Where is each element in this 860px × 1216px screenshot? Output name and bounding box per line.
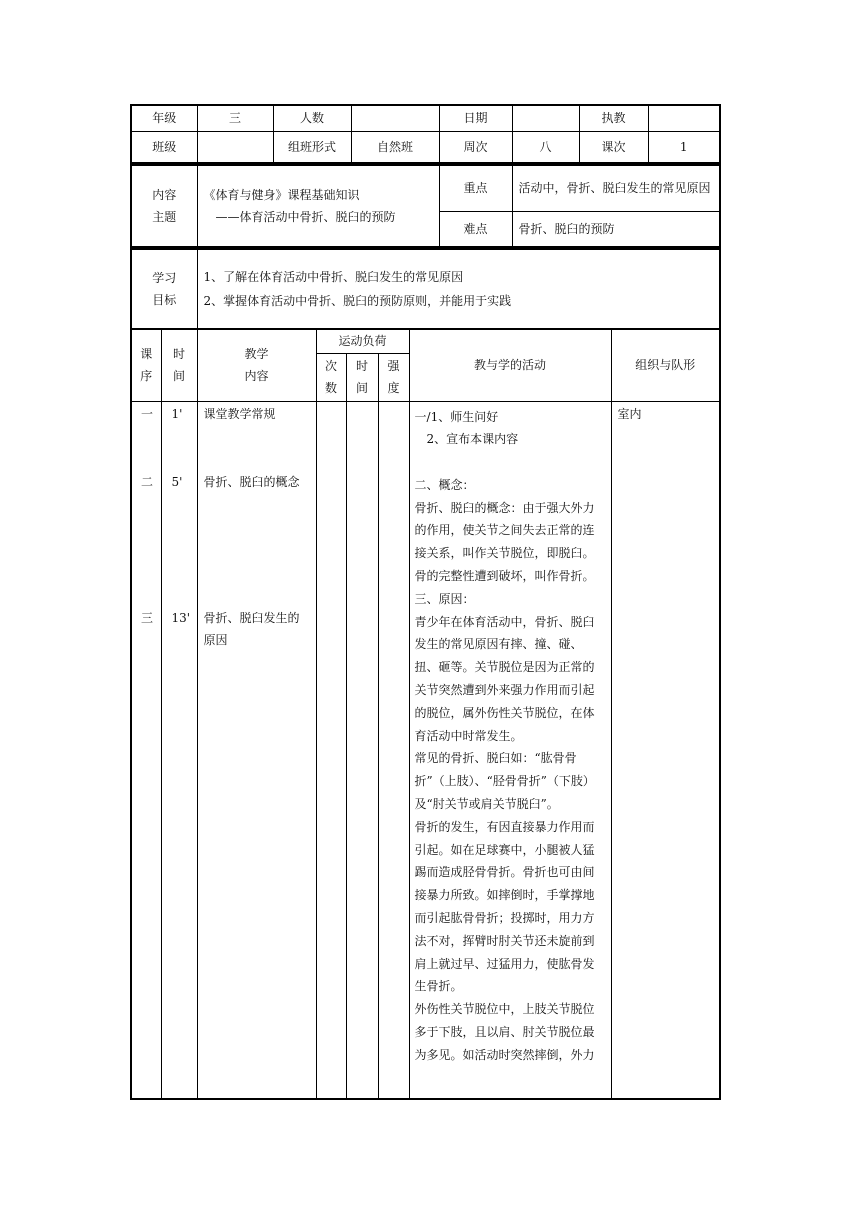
- group-value: 自然班: [351, 131, 439, 163]
- content-header-2: 内容: [244, 369, 269, 384]
- date-label: 日期: [439, 105, 512, 131]
- section-text: 外伤性关节脱位中，上肢关节脱位多于下肢，且以肩、肘关节脱位最为多见。如活动时突然摔倒，外力: [414, 1002, 595, 1062]
- activity-line: 2、宣布本课内容: [426, 432, 519, 447]
- content-title-line1: 《体育与健身》课程基础知识: [203, 188, 360, 202]
- section-title: 三、原因：: [414, 591, 475, 606]
- content-topic-table: [130, 164, 721, 248]
- activity-spacer: [415, 451, 606, 474]
- order-header: [131, 329, 161, 401]
- teaching-content-item: 原因: [203, 632, 228, 647]
- load-times-header: [316, 353, 346, 401]
- content-title: [197, 165, 439, 247]
- content-label: [131, 165, 197, 247]
- plan-table: [130, 328, 721, 1100]
- week-label: 周次: [439, 131, 512, 163]
- content-title-line2: ——体育活动中骨折、脱臼的预防: [215, 210, 396, 224]
- teaching-content-cell: [197, 401, 316, 1099]
- goals-label-line2: 目标: [152, 293, 177, 307]
- teaching-content-item: 课堂教学常规: [203, 406, 276, 421]
- load-times-cell: [316, 401, 346, 1099]
- load-intensity-cell: [378, 401, 409, 1099]
- load-intensity-header: [378, 353, 409, 401]
- teaching-content-item: 骨折、脱臼的概念: [203, 474, 300, 489]
- teaching-content-item: 骨折、脱臼发生的: [203, 610, 300, 625]
- key-point-label: 重点: [439, 165, 512, 211]
- learning-goals-table: [130, 248, 721, 330]
- load-duration-cell: [346, 401, 378, 1099]
- group-label: 组班形式: [273, 131, 351, 163]
- section-text: 常见的骨折、脱臼如：“肱骨骨折”（上肢）、“胫骨骨折”（下肢）及“肘关节或肩关节脱臼”。: [414, 751, 595, 812]
- section-text: 青少年在体育活动中，骨折、脱臼发生的常见原因有摔、撞、碰、扭、砸等。关节脱位是因为正常的关节突然遭到外来强力作用而引起的脱位，属外伤性关节脱位，在体育活动中时常发生。: [414, 614, 595, 743]
- content-label-line1: 内容: [152, 188, 177, 202]
- activities-header: 教与学的活动: [409, 329, 611, 401]
- class-value: [197, 131, 273, 163]
- activity-line: 一/1、师生问好: [414, 409, 499, 424]
- lesson-label: 课次: [579, 131, 648, 163]
- load-duration-header: [346, 353, 378, 401]
- count-value: [351, 105, 439, 131]
- teacher-value: [648, 105, 720, 131]
- difficulty-value: 骨折、脱臼的预防: [512, 211, 720, 247]
- load-duration-header-2: 间: [355, 381, 368, 395]
- time-item: 13': [171, 610, 191, 625]
- goal-item: 2、掌握体育活动中骨折、脱臼的预防原则，并能用于实践: [203, 294, 512, 308]
- order-item: 二: [140, 474, 153, 489]
- grade-value: 三: [197, 105, 273, 131]
- order-item: 三: [140, 610, 153, 625]
- organization-header: 组织与队形: [611, 329, 720, 401]
- order-cell: [131, 401, 161, 1099]
- load-times-header-2: 数: [324, 381, 337, 395]
- load-times-header-1: 次: [324, 359, 337, 373]
- order-header-2: 序: [140, 369, 153, 384]
- goals-label-line1: 学习: [152, 271, 177, 285]
- key-point-value: 活动中，骨折、脱臼发生的常见原因: [512, 165, 720, 211]
- time-header-2: 间: [172, 369, 185, 384]
- section-title: 二、概念：: [414, 477, 475, 492]
- time-header: [161, 329, 197, 401]
- time-item: 5': [171, 474, 183, 489]
- time-cell: [161, 401, 197, 1099]
- content-header-1: 教学: [244, 347, 269, 362]
- load-duration-header-1: 时: [355, 359, 368, 373]
- content-header: [197, 329, 316, 401]
- order-item: 一: [140, 406, 153, 421]
- goals-label: [131, 249, 197, 329]
- order-header-1: 课: [140, 347, 153, 362]
- load-intensity-header-2: 度: [387, 381, 400, 395]
- class-label: 班级: [131, 131, 197, 163]
- section-text: 骨折的发生，有因直接暴力作用而引起。如在足球赛中，小腿被人猛踢而造成胫骨骨折。骨折也可由间接暴力所致。如摔倒时，手掌撑地而引起肱骨骨折；投掷时，用力方法不对，挥臂时肘关节还未旋前到肩上就过早、过猛用力，使肱骨发生骨折。: [414, 819, 595, 994]
- grade-label: 年级: [131, 105, 197, 131]
- activities-cell: [409, 401, 611, 1099]
- load-header: 运动负荷: [316, 329, 409, 353]
- goal-item: 1、了解在体育活动中骨折、脱臼发生的常见原因: [203, 270, 464, 284]
- load-intensity-header-1: 强: [387, 359, 400, 373]
- teacher-label: 执教: [579, 105, 648, 131]
- lesson-value: 1: [648, 131, 720, 163]
- week-value: 八: [512, 131, 579, 163]
- lesson-plan-table: [130, 104, 721, 164]
- section-text: 骨折、脱臼的概念：由于强大外力的作用，使关节之间失去正常的连接关系，叫作关节脱位，即脱臼。骨的完整性遭到破坏，叫作骨折。: [414, 500, 595, 584]
- count-label: 人数: [273, 105, 351, 131]
- date-value: [512, 105, 579, 131]
- time-header-1: 时: [172, 347, 185, 362]
- content-label-line2: 主题: [152, 210, 177, 224]
- goals-list: [197, 249, 720, 329]
- difficulty-label: 难点: [439, 211, 512, 247]
- time-item: 1': [171, 406, 183, 421]
- organization-cell: 室内: [611, 401, 720, 1099]
